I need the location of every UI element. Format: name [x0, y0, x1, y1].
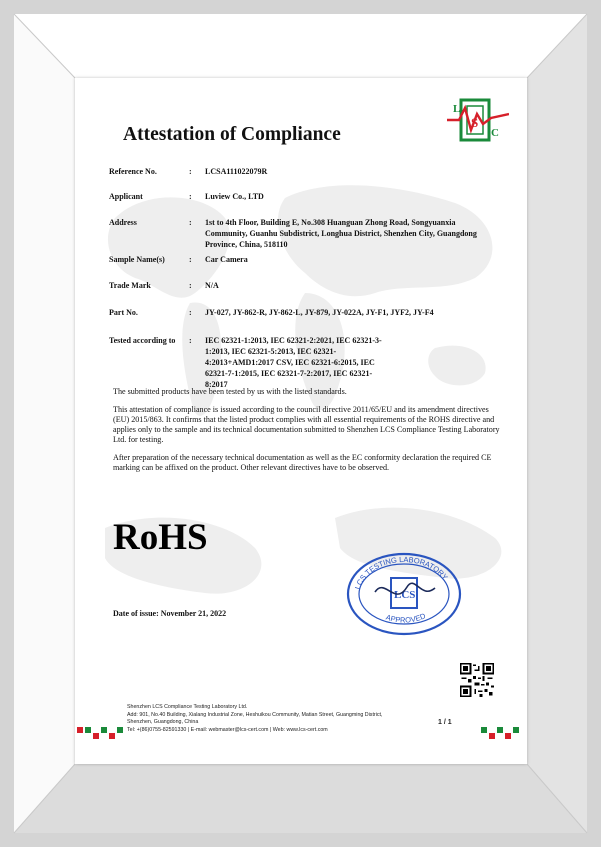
- field-label: Sample Name(s): [109, 255, 165, 264]
- field-label: Part No.: [109, 308, 138, 317]
- logo-letter-c: C: [491, 127, 499, 139]
- rohs-mark: RoHS: [113, 517, 208, 558]
- field-value: JY-027, JY-862-R, JY-862-L, JY-879, JY-022A, JY-F1, JYF2, JY-F4: [205, 308, 434, 317]
- logo-letter-s: S: [471, 115, 479, 130]
- document-title: Attestation of Compliance: [123, 124, 341, 145]
- field-colon: :: [189, 167, 192, 176]
- field-value: IEC 62321-1:2013, IEC 62321-2:2021, IEC 62321-3-1:2013, IEC 62321-5:2013, IEC 62321-4:2013+AMD1:2017 CSV, IEC 62321-6:2015, IEC 62321-7-1:2015, IEC 62321-7-2:2017, IEC 62321-8:2017: [205, 336, 382, 389]
- field-label: Reference No.: [109, 167, 157, 176]
- stamp-center-text: LCS: [394, 589, 416, 601]
- stamp-top-text: LCS TESTING LABORATORY: [353, 554, 450, 591]
- page-number: 1 / 1: [438, 719, 452, 726]
- approval-stamp: [345, 552, 463, 636]
- footer-line: Add: 901, No.40 Building, Xialang Industrial Zone, Heshuikou Community, Matian Street, Guangming District,: [127, 711, 383, 718]
- field-label: Trade Mark: [109, 281, 151, 290]
- field-value: Car Camera: [205, 255, 248, 264]
- qr-code: [460, 663, 494, 697]
- field-colon: :: [189, 255, 192, 264]
- field-value: N/A: [205, 281, 219, 290]
- paragraph-directive: This attestation of compliance is issued according to the council directive 2011/65/EU and its amendment directives (EU) 2015/863. It confirms that the listed product complies with all essential requirements of the ROHS directive and applies only to the sample and its technical documentation submitted to Shenzhen LCS Compliance Testing Laboratory Ltd. for testing.: [113, 405, 500, 444]
- field-colon: :: [189, 281, 192, 290]
- field-colon: :: [189, 218, 192, 227]
- field-colon: :: [189, 336, 192, 345]
- paragraph-ce-marking: After preparation of the necessary technical documentation as well as the EC conformity declaration the required CE marking can be affixed on the product. Other relevant directives have to be observed.: [113, 453, 492, 472]
- field-colon: :: [189, 308, 192, 317]
- lcs-logo: [447, 96, 509, 146]
- field-label: Address: [109, 218, 137, 227]
- issue-date: Date of issue: November 21, 2022: [113, 609, 227, 618]
- footer-line: Shenzhen LCS Compliance Testing Laboratory Ltd.: [127, 704, 248, 710]
- field-value: Luview Co., LTD: [205, 192, 264, 201]
- field-value: 1st to 4th Floor, Building E, No.308 Huanguan Zhong Road, Songyuanxia Community, Guanhu Subdistrict, Longhua District, Shenzhen City, Guangdong Province, China, 518110: [205, 218, 477, 249]
- certificate-page: [75, 78, 527, 764]
- footer-line: Shenzhen, Guangdong, China: [127, 719, 199, 726]
- paragraph-tested: The submitted products have been tested by us with the listed standards.: [113, 387, 347, 396]
- logo-letter-l: L: [453, 103, 461, 115]
- footer-address: [127, 704, 382, 734]
- field-colon: :: [189, 192, 192, 201]
- stamp-bottom-text: APPROVED: [384, 611, 427, 625]
- field-label: Tested according to: [109, 336, 176, 345]
- footer-line: Tel: +(86)0755-82591330 | E-mail: webmaster@lcs-cert.com | Web: www.lcs-cert.com: [127, 726, 328, 733]
- field-label: Applicant: [109, 192, 143, 201]
- field-value: LCSA111022079R: [205, 167, 268, 176]
